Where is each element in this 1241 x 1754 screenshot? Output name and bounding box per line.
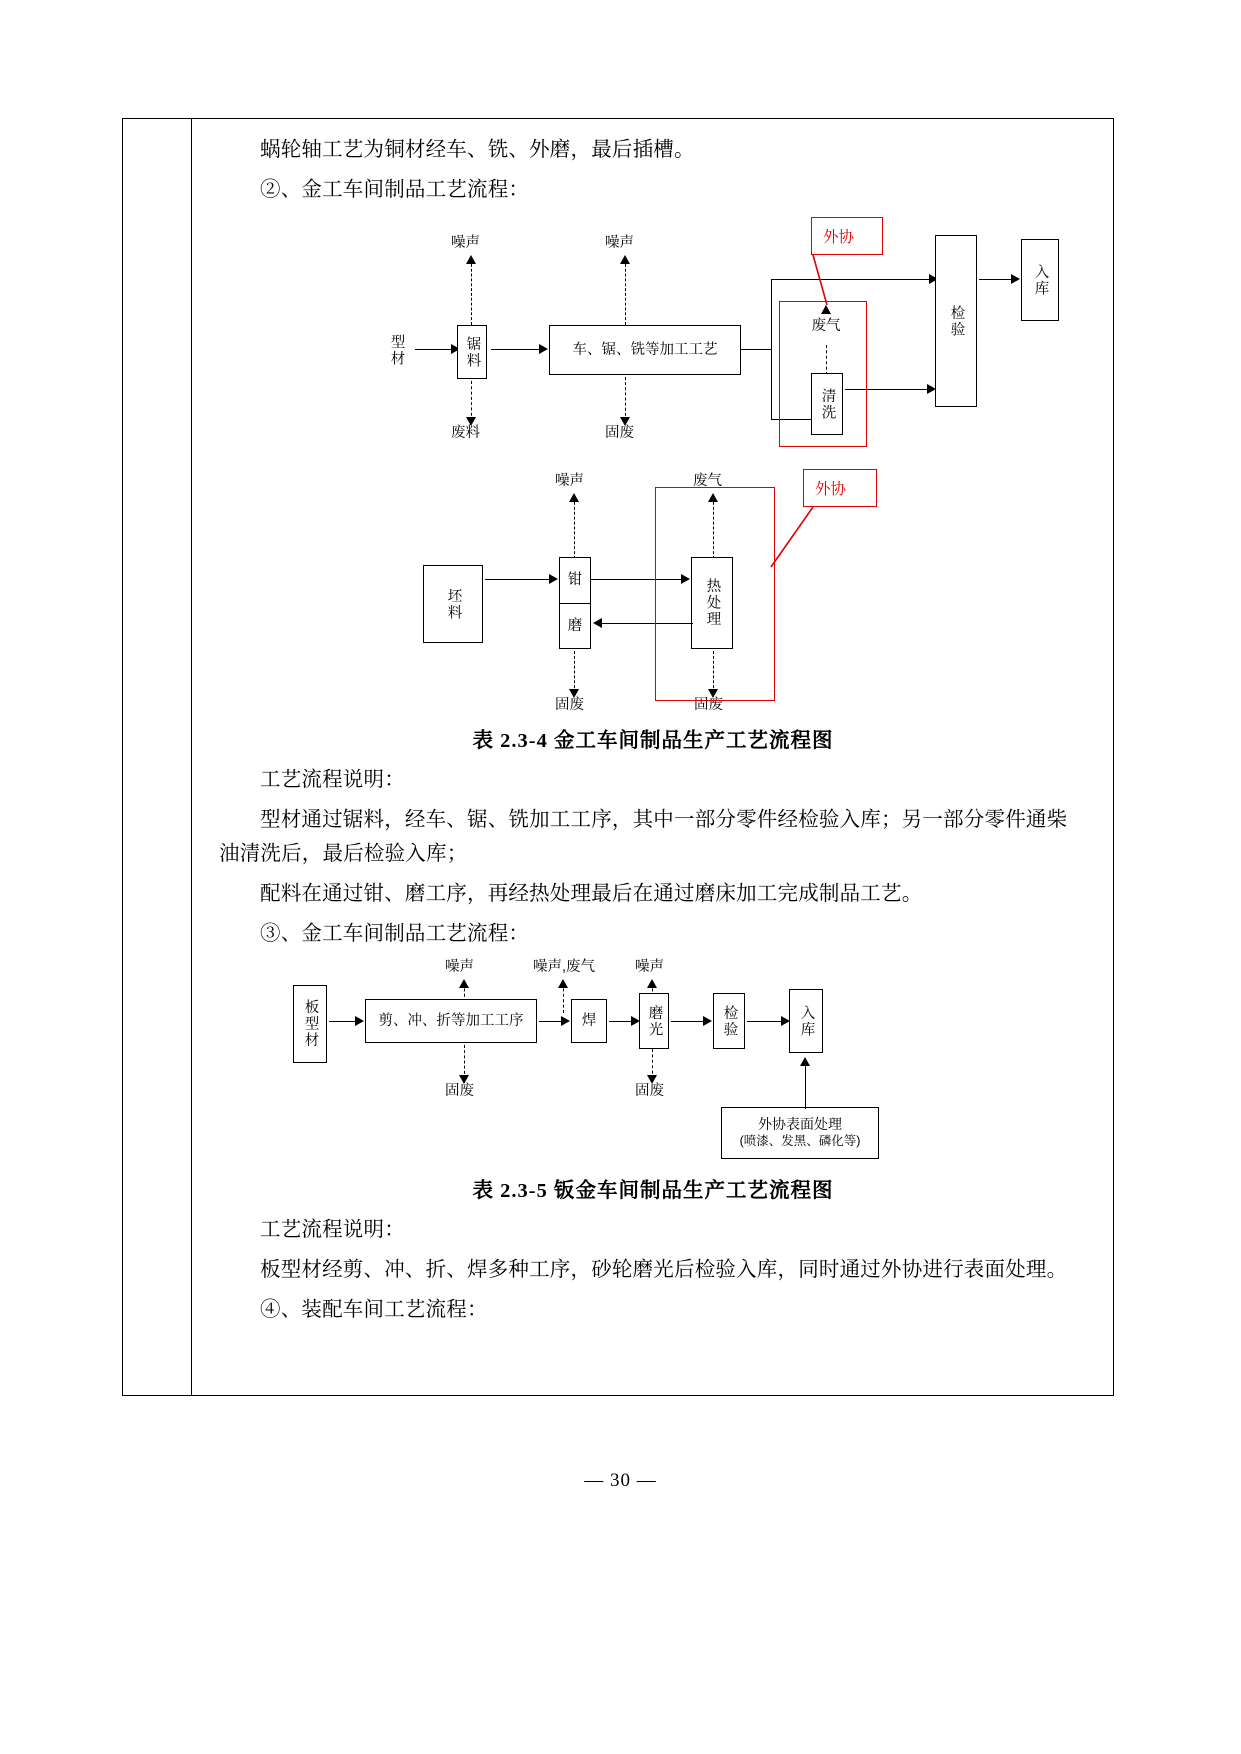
outsource-surface-line2: (喷漆、发黑、磷化等): [739, 1134, 861, 1148]
dash-noise-1: [471, 259, 472, 325]
line-weld-to-polish: [609, 1021, 633, 1022]
node-heat-treatment: 热处理: [691, 557, 733, 649]
arrow-polish-to-inspect: [703, 1016, 712, 1026]
arrow-noise-2: [620, 255, 630, 264]
table-content-cell: [193, 119, 1113, 1395]
arrow-surface-to-warehouse: [800, 1057, 810, 1066]
node-clamp: 钳: [559, 557, 591, 603]
node-outsource-surface: [721, 1107, 879, 1159]
dash-noise-2: [625, 259, 626, 325]
label-noise-d2: 噪声: [555, 473, 584, 489]
line-inspect-to-warehouse-d3: [747, 1021, 783, 1022]
label-outsource-2: 外协: [815, 481, 847, 498]
outsource-leader-line-2: [733, 505, 893, 585]
dash-solid-waste-d3-1: [464, 1045, 465, 1079]
paragraph-flow-desc-1: 型材通过锯料，经车、锯、铣加工工序，其中一部分零件经检验入库；另一部分零件通柴油清洗后，最后检验入库；: [219, 809, 1068, 865]
node-inspect-d3: 检验: [713, 993, 745, 1049]
line-polish-to-inspect: [671, 1021, 705, 1022]
arrow-noise-d2: [569, 493, 579, 502]
label-scrap: 废料: [451, 425, 480, 441]
label-outsource-1: 外协: [823, 229, 855, 246]
line-inspect-to-warehouse: [979, 279, 1013, 280]
process-flow-diagram-3: [233, 957, 1073, 1169]
line-bus-vertical: [771, 279, 772, 419]
outsource-leader-line-1: [773, 251, 893, 311]
arrow-blank-to-clamp: [549, 574, 558, 584]
arrow-saw-to-machining: [539, 344, 548, 354]
paragraph-section-2: ②、金工车间制品工艺流程：: [260, 179, 530, 201]
label-waste-gas-d2: 废气: [693, 473, 722, 489]
paragraph-flow-desc-3: 板型材经剪、冲、折、焊多种工序，砂轮磨光后检验入库，同时通过外协进行表面处理。: [260, 1259, 1068, 1281]
table-column-divider: [191, 119, 192, 1395]
page-number: — 30 —: [584, 1470, 657, 1491]
paragraph-section-3: ③、金工车间制品工艺流程：: [260, 923, 530, 945]
node-process: 剪、冲、折等加工工序: [365, 999, 537, 1043]
figure-caption-2: 表 2.3-5 钣金车间制品生产工艺流程图: [472, 1180, 834, 1202]
label-solid-waste-1: 固废: [605, 425, 634, 441]
line-saw-to-machining: [491, 349, 541, 350]
node-machining: 车、锯、铣等加工工艺: [549, 325, 741, 375]
process-flow-diagram-2: [233, 469, 1073, 719]
outsource-surface-line1: 外协表面处理: [758, 1116, 842, 1132]
label-noise-d3-3: 噪声: [635, 959, 664, 975]
label-noise-2: 噪声: [605, 235, 634, 251]
outsource-region-1: [779, 301, 867, 447]
paragraph-section-4: ④、装配车间工艺流程：: [260, 1299, 488, 1321]
arrow-plate-to-process: [355, 1016, 364, 1026]
node-waste-gas: 废气: [793, 309, 859, 343]
node-blank: 坯料: [423, 565, 483, 643]
dash-solid-waste-d2-left: [574, 651, 575, 693]
paragraph-flow-desc-2: 配料在通过钳、磨工序，再经热处理最后在通过磨床加工完成制品工艺。: [260, 883, 923, 905]
node-plate-material: 板型材: [293, 985, 327, 1063]
dash-noise-d2: [574, 497, 575, 559]
node-polish: 磨光: [639, 993, 669, 1049]
line-raw-to-saw: [415, 349, 453, 350]
node-warehouse-d3: 入库: [789, 989, 823, 1053]
paragraph-flow-note-2: 工艺流程说明：: [260, 1219, 405, 1241]
label-solid-waste-d2-left: 固废: [555, 697, 584, 713]
line-process-to-weld: [539, 1021, 563, 1022]
node-clean: 清洗: [811, 373, 843, 435]
label-noise-1: 噪声: [451, 235, 480, 251]
node-weld: 焊: [571, 999, 607, 1043]
node-saw: 锯料: [457, 325, 487, 379]
line-plate-to-process: [329, 1021, 357, 1022]
arrow-heat-to-grind: [593, 618, 602, 628]
node-grind: 磨: [559, 603, 591, 649]
arrow-noise-1: [466, 255, 476, 264]
figure-caption-1: 表 2.3-4 金工车间制品生产工艺流程图: [472, 730, 834, 752]
arrow-process-to-weld: [561, 1016, 570, 1026]
node-warehouse: 入库: [1021, 239, 1059, 321]
dash-scrap: [471, 381, 472, 421]
line-machining-out: [741, 349, 771, 350]
arrow-noise-d3-3: [647, 979, 657, 988]
paragraph-flow-note-1: 工艺流程说明：: [260, 769, 405, 791]
label-solid-waste-d2-right: 固废: [694, 697, 723, 713]
page-table-frame: [122, 118, 1114, 1396]
paragraph-worm-shaft: 蜗轮轴工艺为铜材经车、铣、外磨，最后插槽。: [260, 139, 695, 161]
line-clean-to-inspect: [845, 389, 929, 390]
label-noise-d3-1: 噪声: [445, 959, 474, 975]
label-solid-waste-d3-2: 固废: [635, 1083, 664, 1099]
arrow-inspect-to-warehouse: [1011, 274, 1020, 284]
node-inspection: 检验: [935, 235, 977, 407]
label-solid-waste-d3-1: 固废: [445, 1083, 474, 1099]
arrow-noise-d3-1: [459, 979, 469, 988]
line-blank-to-clamp: [485, 579, 551, 580]
dash-solid-waste-1: [625, 377, 626, 421]
process-flow-diagram-1: [233, 213, 1073, 443]
label-noise-gas-d3: 噪声,废气: [533, 959, 596, 975]
arrow-noise-gas-d3: [558, 979, 568, 988]
node-raw-material: 型材: [381, 319, 411, 381]
line-surface-to-warehouse: [805, 1063, 806, 1109]
